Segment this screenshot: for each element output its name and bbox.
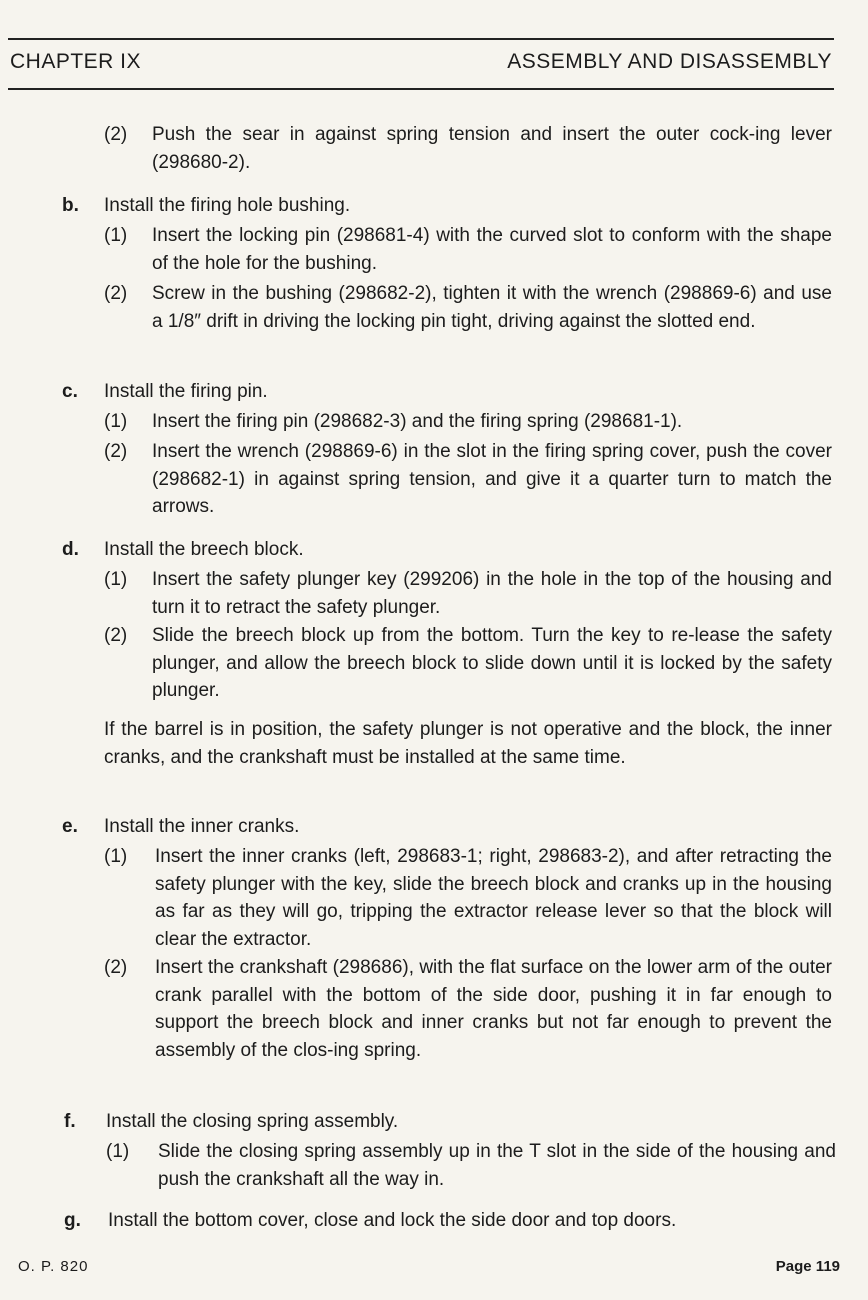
step-number: (1) — [106, 1141, 130, 1162]
step-number: (2) — [104, 625, 128, 646]
section-title: ASSEMBLY AND DISASSEMBLY — [507, 50, 832, 73]
page-number: Page 119 — [775, 1258, 840, 1275]
section-label: d. — [62, 539, 79, 560]
step-number: (1) — [104, 846, 128, 867]
section-label: b. — [62, 195, 79, 216]
section-heading: Install the firing hole bushing. — [104, 195, 351, 216]
step-text: Insert the inner cranks (left, 298683-1; right, 298683-2), and after retracting the safety plunger with the key, slide the breech block and cranks up in the housing as far as they will go, tripping the extractor release lever so that the block will clear the extractor. — [155, 846, 832, 950]
note-paragraph: If the barrel is in position, the safety plunger is not operative and the block, the inner cranks, and the crankshaft must be installed at the same time. — [104, 719, 832, 768]
section-label: g. — [64, 1210, 81, 1231]
section-heading: Install the bottom cover, close and lock the side door and top doors. — [108, 1210, 677, 1231]
chapter-heading: CHAPTER IX — [10, 50, 142, 73]
step-text: Insert the wrench (298869-6) in the slot in the firing spring cover, push the cover (298682-1) in against spring tension, and give it a quarter turn to match the arrows. — [152, 441, 832, 517]
step-text: Screw in the bushing (298682-2), tighten it with the wrench (298869-6) and use a 1/8″ drift in driving the locking pin tight, driving against the slotted end. — [152, 283, 832, 332]
step-number: (1) — [104, 569, 128, 590]
step-number: (2) — [104, 124, 128, 145]
step-text: Push the sear in against spring tension and insert the outer cock-ing lever (298680-2). — [152, 124, 832, 173]
section-heading: Install the firing pin. — [104, 381, 268, 402]
step-text: Insert the crankshaft (298686), with the flat surface on the lower arm of the outer crank parallel with the bottom of the side door, pushing it in far enough to support the breech block and inner cranks but not far enough to prevent the assembly of the clos-ing spring. — [155, 957, 832, 1061]
section-heading: Install the breech block. — [104, 539, 304, 560]
section-heading: Install the closing spring assembly. — [106, 1111, 399, 1132]
header-bottom-rule — [8, 88, 834, 90]
header-top-rule — [8, 38, 834, 40]
section-label: e. — [62, 816, 78, 837]
section-label: f. — [64, 1111, 76, 1132]
publication-number: O. P. 820 — [18, 1258, 89, 1275]
step-text: Insert the firing pin (298682-3) and the firing spring (298681-1). — [152, 411, 683, 432]
step-number: (1) — [104, 225, 128, 246]
step-number: (2) — [104, 957, 128, 978]
step-number: (2) — [104, 441, 128, 462]
section-heading: Install the inner cranks. — [104, 816, 300, 837]
step-text: Insert the safety plunger key (299206) in the hole in the top of the housing and turn it to retract the safety plunger. — [152, 569, 832, 618]
step-number: (1) — [104, 411, 128, 432]
section-label: c. — [62, 381, 78, 402]
step-text: Slide the closing spring assembly up in the T slot in the side of the housing and push the crankshaft all the way in. — [158, 1141, 836, 1190]
step-number: (2) — [104, 283, 128, 304]
step-text: Slide the breech block up from the bottom. Turn the key to re-lease the safety plunger, and allow the breech block to slide down until it is locked by the safety plunger. — [152, 625, 832, 701]
step-text: Insert the locking pin (298681-4) with the curved slot to conform with the shape of the hole for the bushing. — [152, 225, 832, 274]
